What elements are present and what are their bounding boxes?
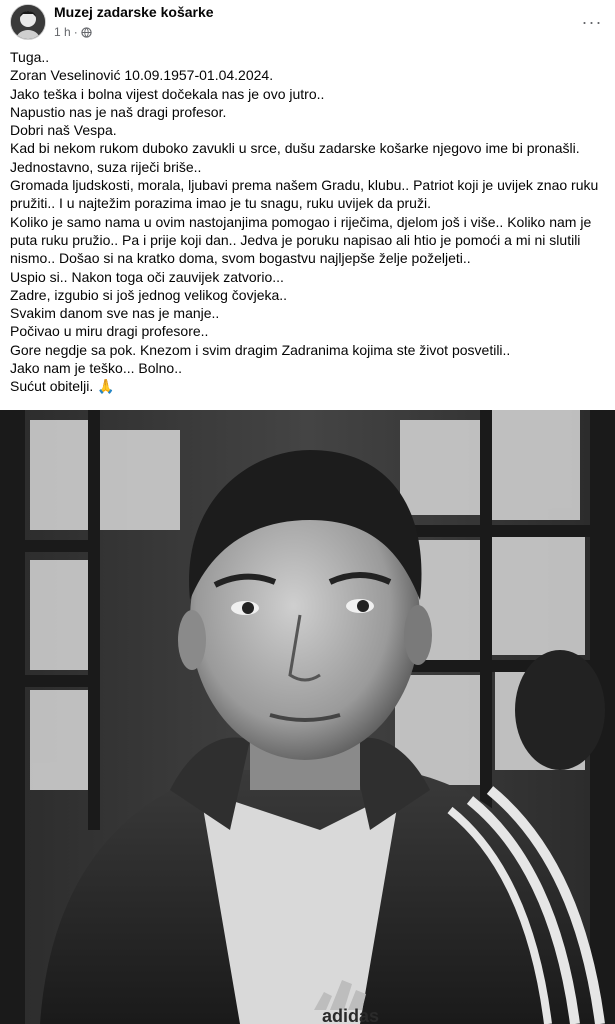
- post-line: Sućut obitelji. 🙏: [10, 378, 115, 395]
- post-line: Tuga..: [10, 49, 50, 65]
- post-line: Uspio si.. Nakon toga oči zauvijek zatvorio...: [10, 268, 284, 285]
- post-line: Zoran Veselinović 10.09.1957-01.04.2024.: [10, 67, 274, 84]
- post-line: Zadre, izgubio si još jednog velikog čovjeka..: [10, 286, 288, 303]
- page-avatar[interactable]: [10, 4, 46, 40]
- post-photo[interactable]: [0, 410, 615, 1024]
- post-line: Koliko je samo nama u ovim nastojanjima pomogao i riječima, djelom još i više.. Koliko nam je puta ruku pružio.. Pa i prije koji dan.. Jedva je poruku napisao ali htio je pomoći a mi ni slutili nismo.. Došao si na kratko doma, svom bogastvu najljepše želje poželjeti..: [10, 213, 592, 267]
- post-line: Dobri naš Vespa.: [10, 122, 117, 139]
- photo-brand-text: adidas: [322, 1006, 380, 1024]
- post-line: Kad bi nekom rukom duboko zavukli u srce, dušu zadarske košarke njegovo ime bi pronašli.: [10, 140, 580, 157]
- post-header: [0, 0, 615, 44]
- more-options-button[interactable]: ···: [581, 11, 603, 32]
- post-line: Jako nam je teško... Bolno..: [10, 360, 182, 377]
- post-line: Napustio nas je naš dragi profesor.: [10, 103, 227, 120]
- globe-icon[interactable]: [81, 27, 92, 38]
- meta-separator: ·: [73, 25, 78, 39]
- page-name-link[interactable]: Muzej zadarske košarke: [54, 4, 214, 20]
- post-time[interactable]: 1 h: [54, 25, 71, 39]
- post-line: Gore negdje sa pok. Knezom i svim dragim Zadranima kojima ste život posvetili..: [10, 341, 511, 358]
- portrait-photo: [0, 410, 615, 1024]
- post-line: Jako teška i bolna vijest dočekala nas je ovo jutro..: [10, 85, 325, 102]
- post-line: Gromada ljudskosti, morala, ljubavi prema našem Gradu, klubu.. Patriot koji je uvijek znao ruku pružiti.. I u najtežim porazima imao je tu snagu, ruku uvijek da pruži.: [10, 177, 599, 212]
- post-line: Jednostavno, suza riječi briše..: [10, 158, 202, 175]
- post-line: Počivao u miru dragi profesore..: [10, 323, 209, 340]
- post-text: [10, 48, 608, 396]
- post-line: Svakim danom sve nas je manje..: [10, 305, 220, 322]
- post-meta: [54, 25, 92, 39]
